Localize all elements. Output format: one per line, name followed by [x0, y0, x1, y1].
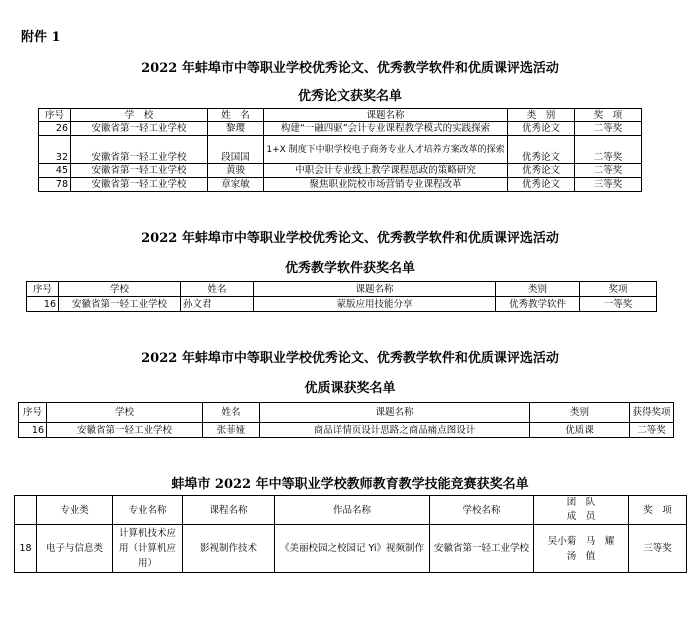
row-index: 16 — [19, 423, 47, 438]
header-cell: 团 队 成 员 — [534, 496, 629, 525]
header-cell: 课题名称 — [254, 282, 496, 297]
school-cell: 安徽省第一轻工业学校 — [71, 164, 208, 178]
school-cell: 安徽省第一轻工业学校 — [71, 136, 208, 164]
header-cell: 姓名 — [181, 282, 254, 297]
section3-subtitle: 优质课获奖名单 — [304, 381, 396, 396]
header-cell — [15, 496, 37, 525]
section2-subtitle: 优秀教学软件获奖名单 — [284, 261, 415, 276]
name-cell: 张菲娅 — [203, 423, 260, 438]
school-cell: 安徽省第一轻工业学校 — [71, 178, 208, 192]
table-row — [15, 525, 687, 573]
header-cell: 类别 — [496, 282, 580, 297]
header-cell: 学校名称 — [430, 496, 534, 525]
row-index: 45 — [39, 164, 71, 178]
header-cell: 课程名称 — [183, 496, 275, 525]
header-cell: 类别 — [530, 403, 630, 423]
school-cell: 安徽省第一轻工业学校 — [71, 122, 208, 136]
attachment-label: 附件 1 — [21, 30, 61, 45]
header-cell: 作品名称 — [275, 496, 430, 525]
software-award-table — [26, 281, 657, 312]
header-cell: 奖 项 — [575, 109, 642, 122]
row-index: 26 — [39, 122, 71, 136]
header-cell: 奖项 — [580, 282, 657, 297]
category-cell: 电子与信息类 — [37, 525, 113, 573]
section1-title: 2022 年蚌埠市中等职业学校优秀论文、优秀教学软件和优质课评选活动 — [141, 61, 559, 76]
header-cell: 学校 — [59, 282, 181, 297]
school-cell: 安徽省第一轻工业学校 — [59, 297, 181, 312]
name-cell: 章家敏 — [208, 178, 264, 192]
header-cell: 姓 名 — [208, 109, 264, 122]
row-index: 32 — [39, 136, 71, 164]
table-header-row — [15, 496, 687, 525]
team-members-cell: 吴小菊 马 耀 汤 值 — [534, 525, 629, 573]
header-cell: 学 校 — [71, 109, 208, 122]
award-cell: 三等奖 — [575, 178, 642, 192]
category-cell: 优秀论文 — [508, 136, 575, 164]
header-cell: 课题名称 — [264, 109, 508, 122]
quality-lesson-award-table — [18, 402, 674, 438]
row-index: 78 — [39, 178, 71, 192]
table-row — [19, 423, 674, 438]
section2-title: 2022 年蚌埠市中等职业学校优秀论文、优秀教学软件和优质课评选活动 — [141, 231, 559, 246]
award-cell: 二等奖 — [575, 164, 642, 178]
table-row — [39, 178, 642, 192]
work-cell: 《美丽校园之校园记 Yi》视频制作 — [275, 525, 430, 573]
header-cell: 序号 — [39, 109, 71, 122]
table-row — [39, 164, 642, 178]
name-cell: 孙文君 — [181, 297, 254, 312]
table-header-row — [19, 403, 674, 423]
header-cell: 专业名称 — [113, 496, 183, 525]
topic-cell: 聚焦职业院校市场营销专业课程改革 — [264, 178, 508, 192]
name-cell: 段国国 — [208, 136, 264, 164]
paper-award-table — [38, 108, 642, 192]
section1-subtitle: 优秀论文获奖名单 — [297, 89, 402, 104]
topic-cell: 1+X 制度下中职学校电子商务专业人才培养方案改革的探索 — [264, 136, 508, 164]
row-index: 18 — [15, 525, 37, 573]
name-cell: 黄骏 — [208, 164, 264, 178]
category-cell: 优秀教学软件 — [496, 297, 580, 312]
category-cell: 优质课 — [530, 423, 630, 438]
name-cell: 黎璎 — [208, 122, 264, 136]
category-cell: 优秀论文 — [508, 178, 575, 192]
skill-competition-award-table — [14, 495, 687, 573]
topic-cell: 中职会计专业线上教学课程思政的策略研究 — [264, 164, 508, 178]
school-cell: 安徽省第一轻工业学校 — [430, 525, 534, 573]
topic-cell: 构建“一融四驱”会计专业课程教学模式的实践探索 — [264, 122, 508, 136]
header-cell: 获得奖项 — [630, 403, 674, 423]
header-cell: 序号 — [27, 282, 59, 297]
course-cell: 影视制作技术 — [183, 525, 275, 573]
header-cell: 学校 — [47, 403, 203, 423]
table-row — [39, 136, 642, 164]
table-header-row — [27, 282, 657, 297]
header-cell: 类 别 — [508, 109, 575, 122]
section4-title: 蚌埠市 2022 年中等职业学校教师教育教学技能竞赛获奖名单 — [171, 477, 529, 492]
table-row — [27, 297, 657, 312]
award-cell: 二等奖 — [575, 136, 642, 164]
header-cell: 序号 — [19, 403, 47, 423]
award-cell: 二等奖 — [630, 423, 674, 438]
table-row — [39, 122, 642, 136]
topic-cell: 商品详情页设计思路之商品痛点图设计 — [260, 423, 530, 438]
category-cell: 优秀论文 — [508, 164, 575, 178]
award-cell: 二等奖 — [575, 122, 642, 136]
row-index: 16 — [27, 297, 59, 312]
major-cell: 计算机技术应用（计算机应用） — [113, 525, 183, 573]
topic-cell: 蒙版应用技能分享 — [254, 297, 496, 312]
award-cell: 一等奖 — [580, 297, 657, 312]
header-cell: 奖 项 — [629, 496, 687, 525]
header-cell: 专业类 — [37, 496, 113, 525]
school-cell: 安徽省第一轻工业学校 — [47, 423, 203, 438]
award-cell: 三等奖 — [629, 525, 687, 573]
section3-title: 2022 年蚌埠市中等职业学校优秀论文、优秀教学软件和优质课评选活动 — [141, 351, 559, 366]
table-header-row — [39, 109, 642, 122]
header-cell: 姓名 — [203, 403, 260, 423]
header-cell: 课题名称 — [260, 403, 530, 423]
category-cell: 优秀论文 — [508, 122, 575, 136]
